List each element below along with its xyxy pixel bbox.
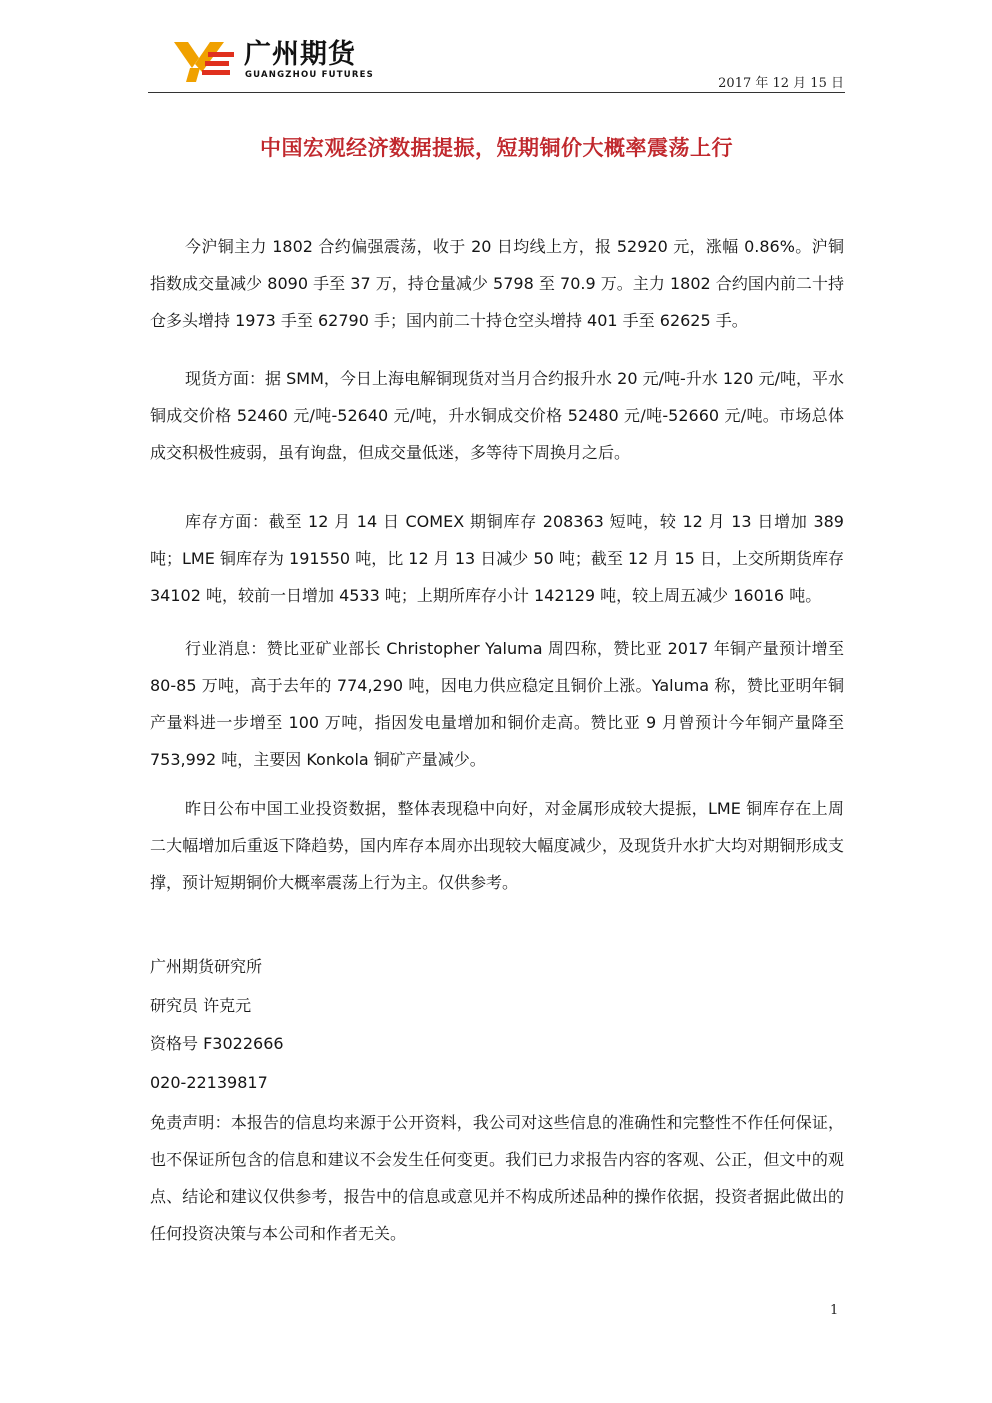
company-logo	[172, 38, 372, 84]
paragraph-industry-news: 行业消息：赞比亚矿业部长 Christopher Yaluma 周四称，赞比亚 2017 年铜产量预计增至 80-85 万吨，高于去年的 774,290 吨，因电力供应稳定且铜价上涨。Yaluma 称，赞比亚明年铜产量料进一步增至 100 万吨，指因发电量增加和铜价走高。赞比亚 9 月曾预计今年铜产量降至 753,992 吨，主要因 Konkola 铜矿产量减少。	[150, 639, 844, 769]
page-number: 1	[830, 1303, 839, 1318]
report-title: 中国宏观经济数据提振，短期铜价大概率震荡上行	[260, 136, 733, 160]
paragraph-inventory: 库存方面：截至 12 月 14 日 COMEX 期铜库存 208363 短吨，较 12 月 13 日增加 389 吨；LME 铜库存为 191550 吨，比 12 月 13 日减少 50 吨；截至 12 月 15 日，上交所期货库存 34102 吨，较前一日增加 4533 吨；上期所库存小计 142129 吨，较上周五减少 16016 吨。	[150, 512, 844, 605]
logo-chinese-name: 广州期货	[244, 39, 356, 70]
signature-license: 资格号 F3022666	[150, 1034, 284, 1053]
paragraph-spot: 现货方面：据 SMM，今日上海电解铜现货对当月合约报升水 20 元/吨-升水 120 元/吨，平水铜成交价格 52460 元/吨-52640 元/吨，升水铜成交价格 52480 元/吨-52660 元/吨。市场总体成交积极性疲弱，虽有询盘，但成交量低迷，多等待下周换月之后。	[150, 369, 844, 462]
signature-researcher: 研究员 许克元	[150, 996, 252, 1015]
header-divider	[148, 92, 845, 93]
report-date: 2017 年 12 月 15 日	[718, 76, 844, 91]
disclaimer: 免责声明：本报告的信息均来源于公开资料，我公司对这些信息的准确性和完整性不作任何保证，也不保证所包含的信息和建议不会发生任何变更。我们已力求报告内容的客观、公正，但文中的观点、结论和建议仅供参考，报告中的信息或意见并不构成所述品种的操作依据，投资者据此做出的任何投资决策与本公司和作者无关。	[150, 1113, 844, 1243]
signature-institute: 广州期货研究所	[150, 957, 263, 976]
paragraph-market: 今沪铜主力 1802 合约偏强震荡，收于 20 日均线上方，报 52920 元，涨幅 0.86%。沪铜指数成交量减少 8090 手至 37 万，持仓量减少 5798 至 70.9 万。主力 1802 合约国内前二十持仓多头增持 1973 手至 62790 手；国内前二十持仓空头增持 401 手至 62625 手。	[150, 237, 844, 330]
signature-phone: 020-22139817	[150, 1073, 268, 1092]
gzf-logo-icon	[172, 38, 236, 84]
logo-english-name: GUANGZHOU FUTURES	[245, 70, 374, 80]
paragraph-outlook: 昨日公布中国工业投资数据，整体表现稳中向好，对金属形成较大提振，LME 铜库存在上周二大幅增加后重返下降趋势，国内库存本周亦出现较大幅度减少，及现货升水扩大均对期铜形成支撑，预计短期铜价大概率震荡上行为主。仅供参考。	[150, 799, 844, 892]
